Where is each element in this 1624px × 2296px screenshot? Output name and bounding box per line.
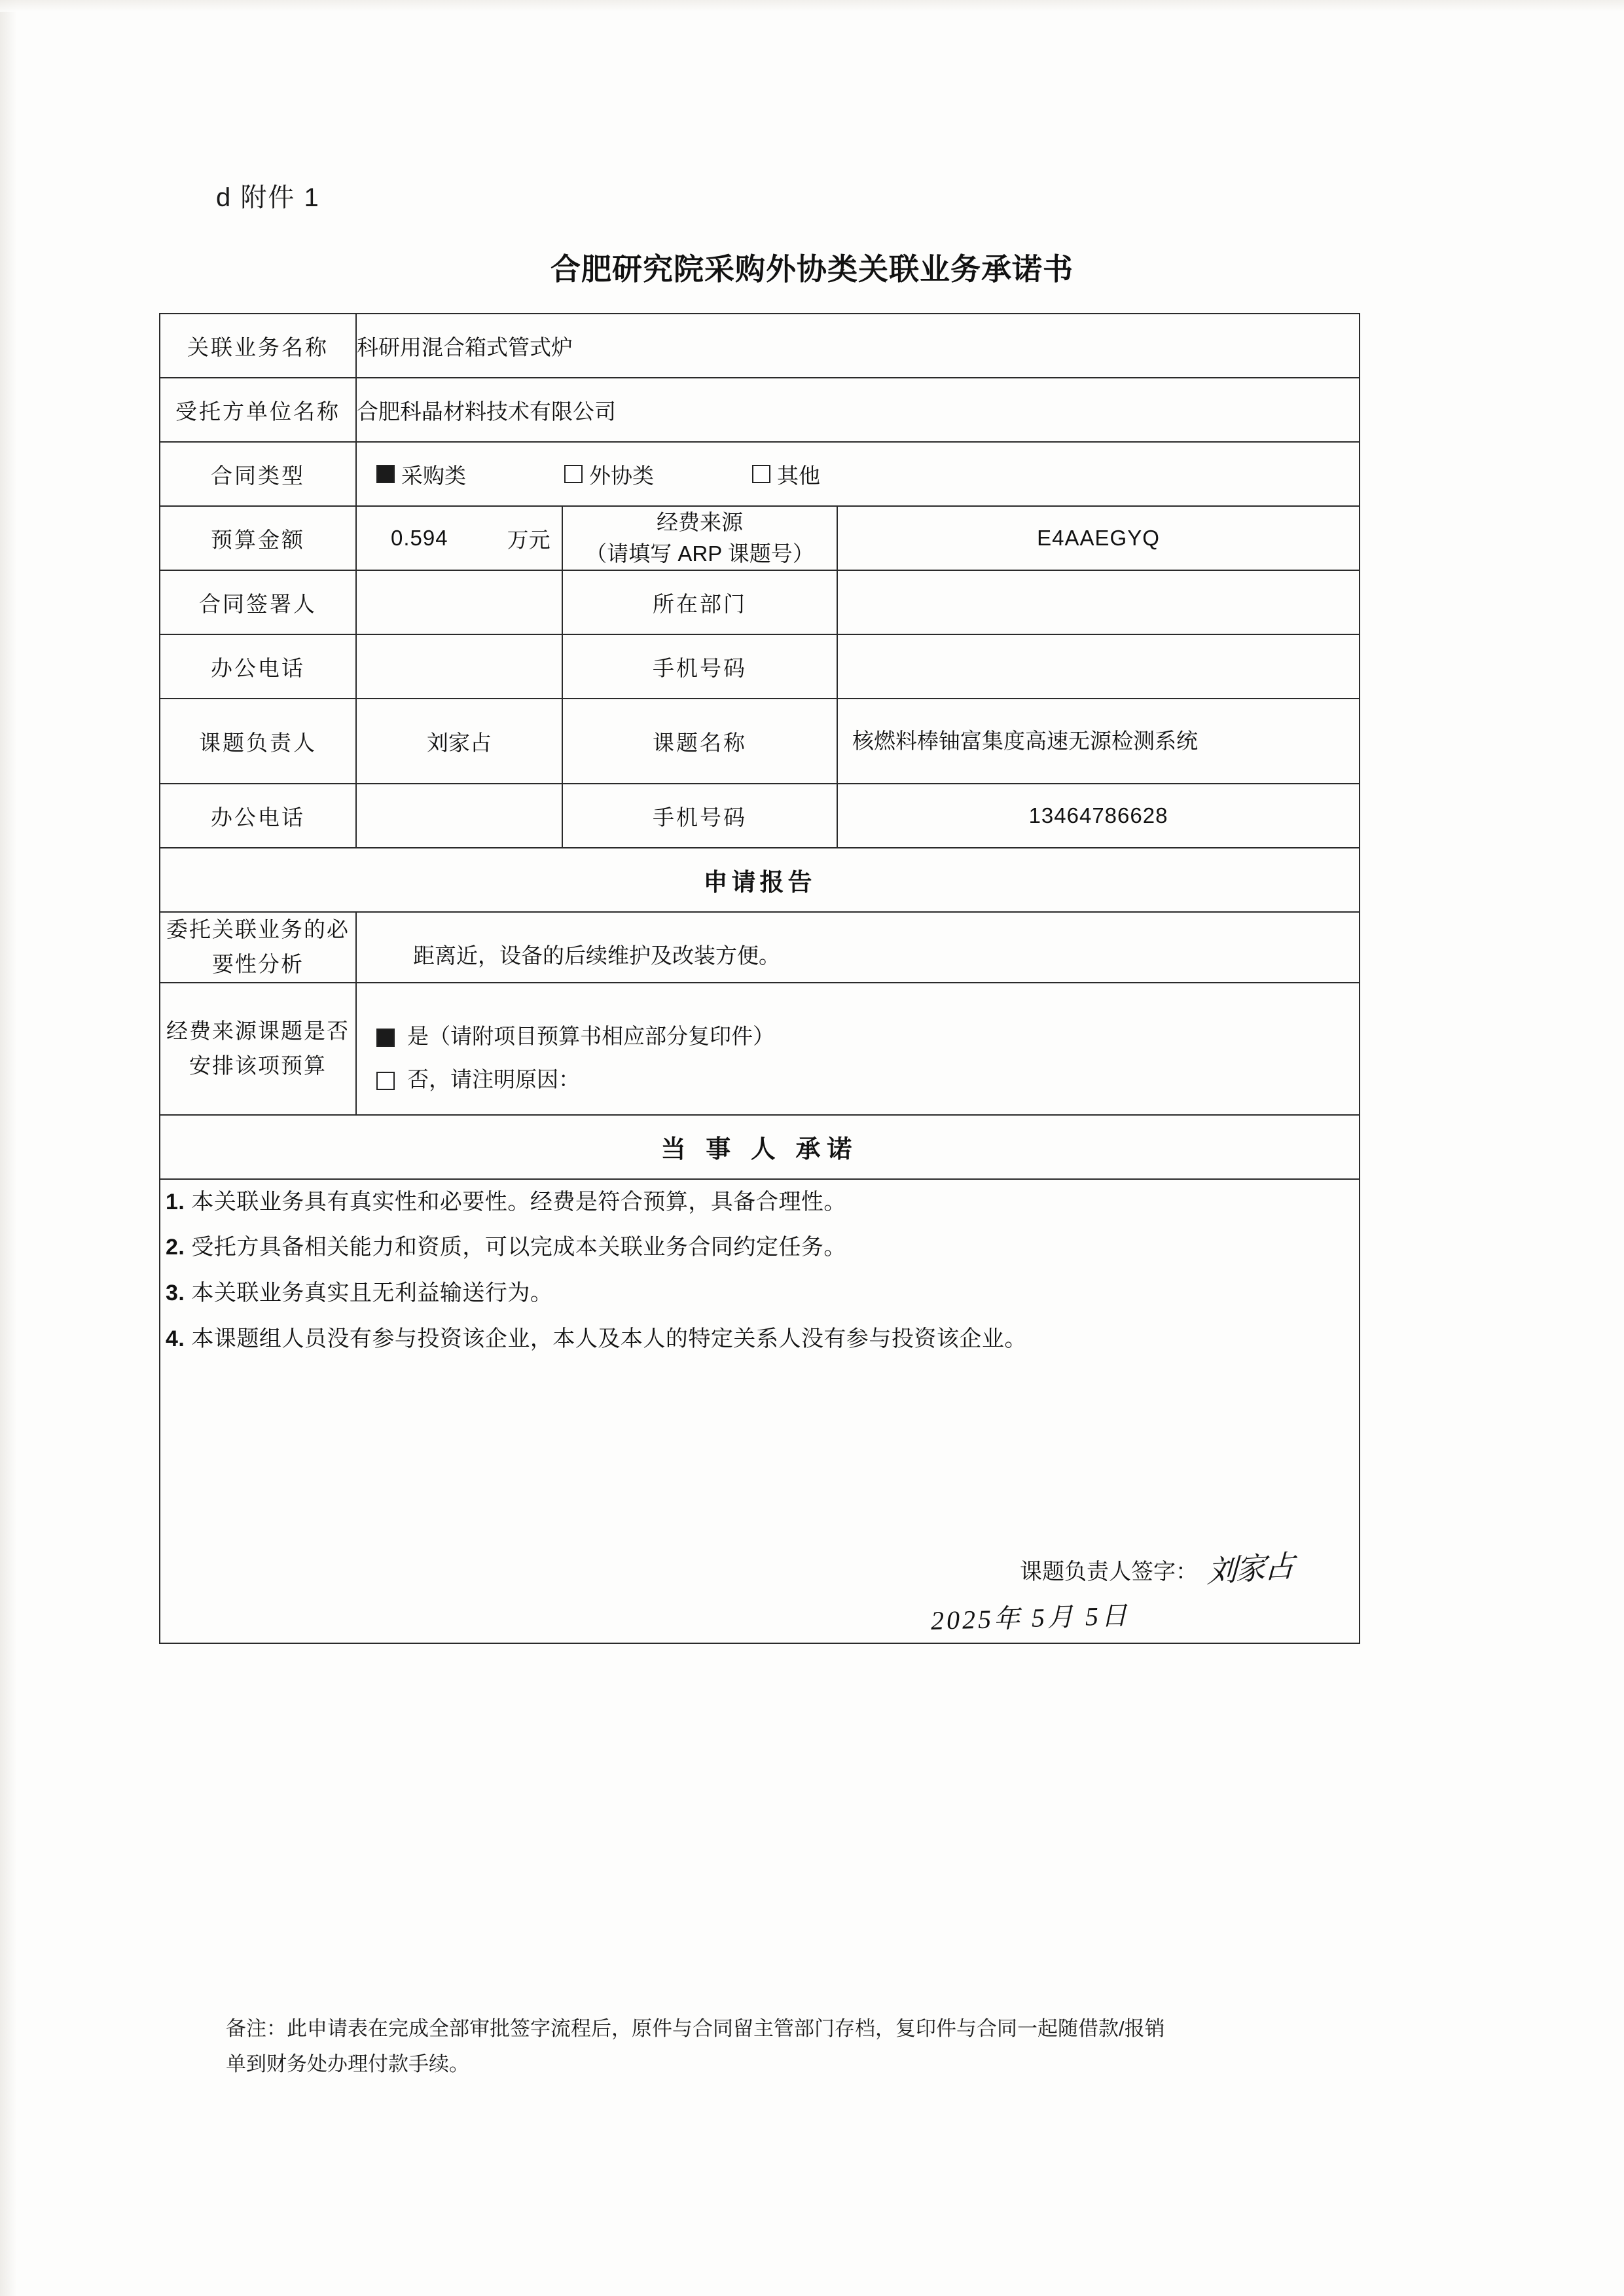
budget-arranged-option-no[interactable] bbox=[376, 1058, 1359, 1101]
list-item bbox=[166, 1271, 1359, 1317]
table-row-budget-amount bbox=[160, 506, 1360, 570]
budget-amount-unit: 万元 bbox=[507, 527, 550, 552]
table-row-budget-arranged bbox=[160, 983, 1360, 1115]
budget-arranged-option-no-label: 否，请注明原因： bbox=[407, 1066, 581, 1091]
project-name-label: 课题名称 bbox=[562, 699, 837, 784]
budget-arranged-option-yes-label: 是（请附项目预算书相应部分复印件） bbox=[407, 1023, 775, 1048]
table-row-promise-heading bbox=[160, 1115, 1360, 1179]
contract-type-option-outsourcing[interactable] bbox=[564, 459, 654, 490]
table-row-project-leader bbox=[160, 699, 1360, 784]
entrusted-unit-label: 受托方单位名称 bbox=[160, 378, 356, 442]
application-report-heading: 申请报告 bbox=[160, 848, 1360, 912]
necessity-text: 距离近，设备的后续维护及改装方便。 bbox=[413, 943, 780, 968]
table-row-contract-type bbox=[160, 442, 1360, 506]
budget-amount-value-cell bbox=[356, 506, 562, 570]
contract-type-option-other[interactable] bbox=[752, 459, 820, 490]
business-name-label: 关联业务名称 bbox=[160, 314, 356, 378]
signature-handwriting: 刘家占 bbox=[1206, 1549, 1294, 1590]
contract-type-options bbox=[356, 442, 1360, 506]
signature-label: 课题负责人签字： bbox=[1020, 1559, 1199, 1585]
table-row-business-name bbox=[160, 314, 1360, 378]
table-row-contract-signer bbox=[160, 570, 1360, 634]
table-row-application-report-heading bbox=[160, 848, 1360, 912]
promise-item-number: 1. bbox=[166, 1189, 185, 1214]
necessity-text-cell bbox=[356, 912, 1360, 983]
promise-item-text: 本关联业务具有真实性和必要性。经费是符合预算，具备合理性。 bbox=[191, 1189, 846, 1214]
contract-type-option-outsourcing-label: 外协类 bbox=[589, 463, 654, 488]
promise-heading: 当 事 人 承诺 bbox=[160, 1115, 1360, 1179]
mobile-label-1: 手机号码 bbox=[562, 634, 837, 699]
funding-source-value: E4AAEGYQ bbox=[837, 506, 1360, 570]
department-label: 所在部门 bbox=[562, 570, 837, 634]
promise-item-number: 3. bbox=[166, 1280, 185, 1305]
necessity-label-line2: 要性分析 bbox=[212, 951, 304, 976]
project-leader-label: 课题负责人 bbox=[160, 699, 356, 784]
budget-amount-value: 0.594 bbox=[391, 526, 448, 550]
mobile-value-1 bbox=[837, 634, 1360, 699]
department-value bbox=[837, 570, 1360, 634]
contract-type-label: 合同类型 bbox=[160, 442, 356, 506]
contract-signer-label: 合同签署人 bbox=[160, 570, 356, 634]
checkbox-checked-icon bbox=[376, 465, 395, 483]
promise-item-number: 4. bbox=[166, 1326, 185, 1351]
contract-type-option-other-label: 其他 bbox=[777, 463, 820, 488]
budget-arranged-label bbox=[160, 983, 356, 1115]
list-item bbox=[166, 1180, 1359, 1226]
table-row-entrusted-unit bbox=[160, 378, 1360, 442]
funding-source-label-line1: 经费来源 bbox=[657, 510, 743, 535]
footer-note-line1: 备注：此申请表在完成全部审批签字流程后，原件与合同留主管部门存档，复印件与合同一起随借款/报销 bbox=[226, 2017, 1165, 2040]
budget-arranged-label-line1: 经费来源课题是否 bbox=[166, 1018, 350, 1043]
project-name-value: 核燃料棒铀富集度高速无源检测系统 bbox=[837, 699, 1360, 784]
scan-edge-top bbox=[0, 0, 1624, 12]
checkbox-checked-icon bbox=[376, 1029, 395, 1047]
funding-source-label bbox=[562, 506, 837, 570]
budget-arranged-label-line2: 安排该项预算 bbox=[189, 1053, 327, 1078]
list-item bbox=[166, 1225, 1359, 1271]
funding-source-label-line2: （请填写 ARP 课题号） bbox=[585, 541, 814, 566]
budget-arranged-options bbox=[356, 983, 1360, 1115]
footer-note bbox=[226, 2011, 1378, 2083]
contract-type-option-purchase[interactable] bbox=[376, 459, 466, 490]
checkbox-empty-icon bbox=[376, 1072, 395, 1090]
checkbox-empty-icon bbox=[752, 465, 770, 483]
table-row-office-phone-1 bbox=[160, 634, 1360, 699]
budget-arranged-option-yes[interactable] bbox=[376, 1015, 1359, 1058]
signature-line bbox=[1020, 1545, 1293, 1588]
office-phone-value-1 bbox=[356, 634, 562, 699]
business-name-value: 科研用混合箱式管式炉 bbox=[356, 314, 1360, 378]
contract-signer-value bbox=[356, 570, 562, 634]
promise-item-text: 受托方具备相关能力和资质，可以完成本关联业务合同约定任务。 bbox=[191, 1235, 846, 1260]
table-row-office-phone-2 bbox=[160, 784, 1360, 848]
attachment-label: d 附件 1 bbox=[216, 183, 320, 212]
office-phone-label-1: 办公电话 bbox=[160, 634, 356, 699]
necessity-label-line1: 委托关联业务的必 bbox=[166, 917, 350, 941]
page-title: 合肥研究院采购外协类关联业务承诺书 bbox=[550, 252, 1074, 286]
list-item bbox=[166, 1317, 1359, 1362]
signature-date: 2025年 5月 5日 bbox=[930, 1601, 1130, 1636]
necessity-label bbox=[160, 912, 356, 983]
table-row-necessity bbox=[160, 912, 1360, 983]
promise-item-text: 本关联业务真实且无利益输送行为。 bbox=[191, 1280, 553, 1305]
office-phone-label-2: 办公电话 bbox=[160, 784, 356, 848]
scan-edge-left bbox=[0, 0, 17, 2296]
table-row-promise-body bbox=[160, 1179, 1360, 1644]
promise-item-number: 2. bbox=[166, 1235, 185, 1260]
mobile-value-2: 13464786628 bbox=[837, 784, 1360, 848]
budget-amount-label: 预算金额 bbox=[160, 506, 356, 570]
promise-item-text: 本课题组人员没有参与投资该企业，本人及本人的特定关系人没有参与投资该企业。 bbox=[191, 1326, 1027, 1351]
office-phone-value-2 bbox=[356, 784, 562, 848]
signature-block bbox=[160, 1545, 1359, 1643]
footer-note-line2: 单到财务处办理付款手续。 bbox=[226, 2052, 469, 2076]
entrusted-unit-value: 合肥科晶材料技术有限公司 bbox=[356, 378, 1360, 442]
promise-body bbox=[160, 1179, 1360, 1644]
promise-list bbox=[160, 1180, 1359, 1362]
mobile-label-2: 手机号码 bbox=[562, 784, 837, 848]
commitment-form-table bbox=[159, 313, 1360, 1644]
project-leader-value: 刘家占 bbox=[356, 699, 562, 784]
contract-type-option-purchase-label: 采购类 bbox=[401, 463, 466, 488]
checkbox-empty-icon bbox=[564, 465, 583, 483]
